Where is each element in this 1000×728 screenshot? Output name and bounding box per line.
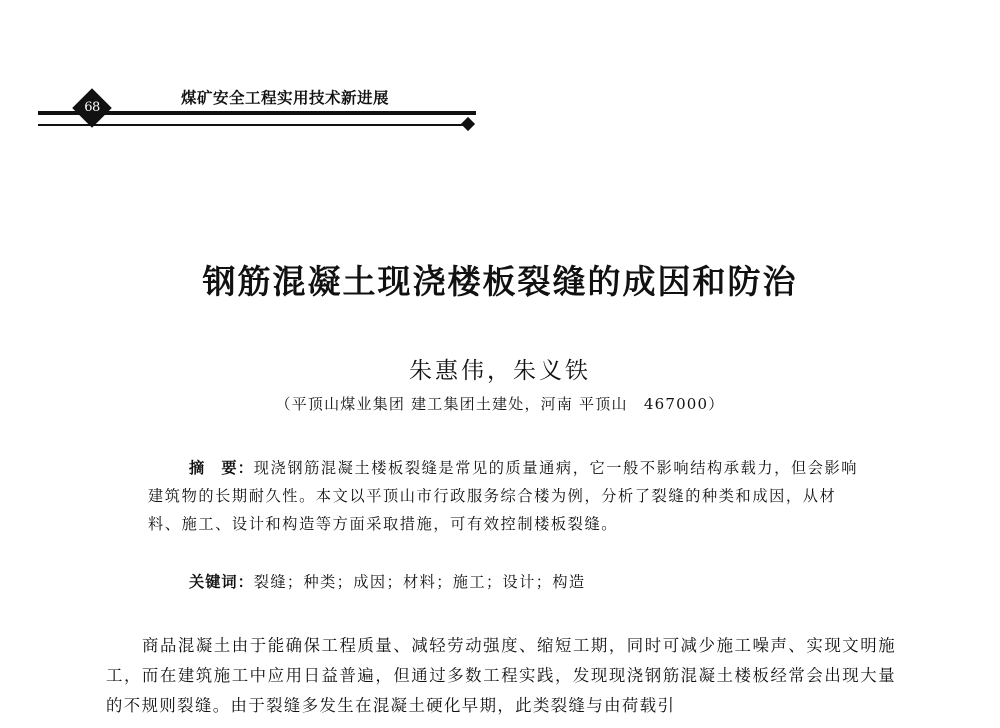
keywords-text: 裂缝；种类；成因；材料；施工；设计；构造 <box>253 573 586 591</box>
journal-title: 煤矿安全工程实用技术新进展 <box>181 89 390 107</box>
keywords-label: 关键词： <box>189 573 254 591</box>
article-title: 钢筋混凝土现浇楼板裂缝的成因和防治 <box>202 262 798 301</box>
body-paragraph: 商品混凝土由于能确保工程质量、减轻劳动强度、缩短工期，同时可减少施工噪声、实现文明施工，而在建筑施工中应用日益普遍，但通过多数工程实践，发现现浇钢筋混凝土楼板经常会出现大量的不规则裂缝。由于裂缝多发生在混凝土硬化早期，此类裂缝与由荷载引 <box>106 636 896 715</box>
page-number: 68 <box>84 100 100 115</box>
keywords <box>189 568 586 596</box>
header-rule-thin <box>38 124 466 126</box>
header-rule-diamond-icon <box>461 117 475 131</box>
abstract-label: 摘 要： <box>189 459 254 477</box>
author-affiliation: （平顶山煤业集团 建工集团土建处，河南 平顶山 467000） <box>275 395 725 413</box>
abstract-text: 现浇钢筋混凝土楼板裂缝是常见的质量通病，它一般不影响结构承载力，但会影响建筑物的长期耐久性。本文以平顶山市行政服务综合楼为例，分析了裂缝的种类和成因，从材料、施工、设计和构造等方面采取措施，可有效控制楼板裂缝。 <box>148 459 859 533</box>
abstract <box>148 454 860 538</box>
article-authors: 朱惠伟，朱义铁 <box>409 358 591 384</box>
